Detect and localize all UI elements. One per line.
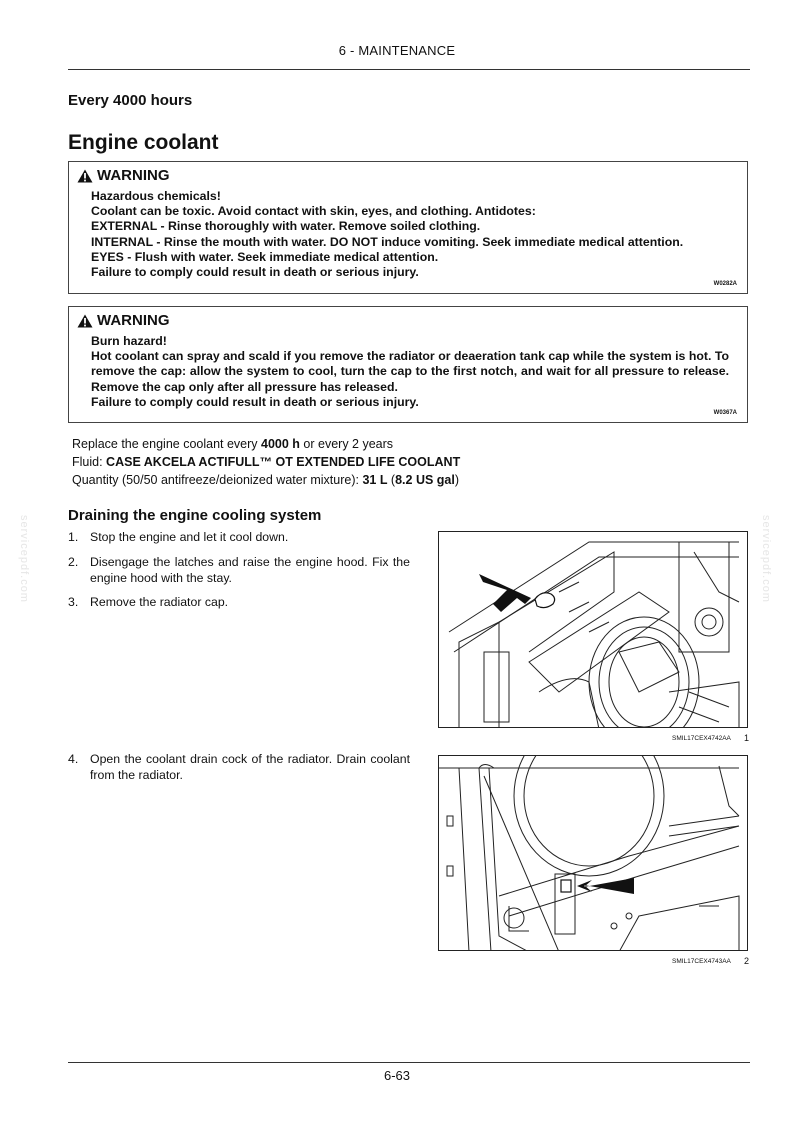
warning-line: Coolant can be toxic. Avoid contact with skin, eyes, and clothing. Antidotes: bbox=[91, 204, 536, 219]
fluid-value: CASE AKCELA ACTIFULL™ OT EXTENDED LIFE COOLANT bbox=[106, 455, 461, 469]
warning-title: WARNING bbox=[97, 167, 170, 184]
replace-prefix: Replace the engine coolant every bbox=[72, 437, 262, 451]
fluid-line bbox=[72, 455, 460, 469]
radiator-cap-illustration bbox=[439, 532, 748, 728]
procedure-step bbox=[68, 530, 410, 546]
warning-box-burn bbox=[68, 306, 748, 423]
warning-code: W0282A bbox=[713, 281, 737, 287]
procedure-step bbox=[68, 752, 410, 783]
step-number: 1. bbox=[68, 530, 79, 544]
warning-box-chemicals bbox=[68, 161, 748, 294]
warning-line: INTERNAL - Rinse the mouth with water. DO NOT induce vomiting. Seek immediate medical attention. bbox=[91, 234, 684, 249]
watermark-right: servicepdf.com bbox=[760, 515, 772, 603]
pointer-arrow-icon bbox=[577, 878, 634, 894]
quantity-paren: ( bbox=[387, 473, 396, 487]
figure-caption: SMIL17CEX4743AA bbox=[672, 958, 731, 965]
warning-line: Hot coolant can spray and scald if you remove the radiator or deaeration tank cap while the system is hot. To remove the cap: allow the system to cool, turn the cap to the first notch, and wait for all pressure to release. Remove the cap only after all pressure has released. bbox=[91, 349, 729, 394]
step-number: 3. bbox=[68, 595, 79, 609]
step-text: Remove the radiator cap. bbox=[90, 595, 229, 609]
figure-radiator-cap bbox=[438, 531, 748, 728]
warning-heading bbox=[77, 312, 170, 329]
warning-line: Failure to comply could result in death or serious injury. bbox=[91, 394, 419, 409]
warning-heading bbox=[77, 167, 170, 184]
header-rule bbox=[68, 69, 750, 70]
warning-line: Failure to comply could result in death or serious injury. bbox=[91, 265, 419, 280]
figure-caption: SMIL17CEX4742AA bbox=[672, 735, 731, 742]
quantity-alt-value: 8.2 US gal bbox=[395, 473, 455, 487]
step-text: Stop the engine and let it cool down. bbox=[90, 530, 289, 544]
figure-number: 1 bbox=[744, 733, 750, 743]
warning-triangle-icon bbox=[77, 314, 93, 328]
maintenance-interval: Every 4000 hours bbox=[68, 92, 193, 109]
watermark-left: servicepdf.com bbox=[18, 515, 30, 603]
step-number: 2. bbox=[68, 555, 79, 569]
step-text: Open the coolant drain cock of the radiator. Drain coolant from the radiator. bbox=[90, 752, 410, 782]
warning-triangle-icon bbox=[77, 169, 93, 183]
quantity-label: Quantity (50/50 antifreeze/deionized water mixture): bbox=[72, 473, 363, 487]
fluid-label: Fluid: bbox=[72, 455, 107, 469]
procedure-title: Draining the engine cooling system bbox=[68, 507, 322, 524]
figure-drain-cock bbox=[438, 755, 748, 951]
step-number: 4. bbox=[68, 752, 79, 766]
warning-line: Hazardous chemicals! bbox=[91, 189, 221, 203]
quantity-paren: ) bbox=[454, 473, 460, 487]
section-header: 6 - MAINTENANCE bbox=[338, 43, 456, 58]
warning-line: EXTERNAL - Rinse thoroughly with water. Remove soiled clothing. bbox=[91, 219, 481, 234]
warning-text bbox=[91, 334, 729, 410]
footer-rule bbox=[68, 1062, 750, 1063]
quantity-line bbox=[72, 473, 459, 487]
warning-title: WARNING bbox=[97, 312, 170, 329]
step-text: Disengage the latches and raise the engine hood. Fix the engine hood with the stay. bbox=[90, 555, 410, 585]
procedure-step bbox=[68, 595, 410, 611]
quantity-value: 31 L bbox=[362, 473, 388, 487]
replace-suffix: or every 2 years bbox=[299, 437, 394, 451]
figure-number: 2 bbox=[744, 956, 750, 966]
warning-line: EYES - Flush with water. Seek immediate medical attention. bbox=[91, 249, 439, 264]
warning-text bbox=[91, 189, 729, 280]
drain-cock-illustration bbox=[439, 756, 748, 951]
replace-value: 4000 h bbox=[261, 437, 300, 451]
page-title: Engine coolant bbox=[68, 131, 219, 154]
warning-line: Burn hazard! bbox=[91, 334, 167, 348]
procedure-step bbox=[68, 555, 410, 586]
page-number: 6-63 bbox=[383, 1068, 411, 1083]
replace-interval-line bbox=[72, 437, 393, 451]
warning-code: W0367A bbox=[713, 410, 737, 416]
